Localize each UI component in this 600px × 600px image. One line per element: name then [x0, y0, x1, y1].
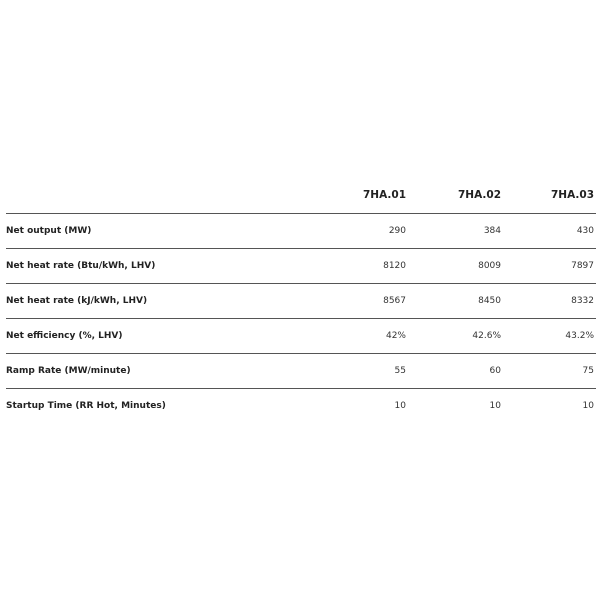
table-row: [6, 249, 596, 284]
cell-value: 8567: [316, 284, 408, 319]
cell-value: 43.2%: [503, 319, 596, 354]
row-label-ramp-rate: Ramp Rate (MW/minute): [6, 354, 316, 389]
cell-value: 42.6%: [408, 319, 503, 354]
table-row: [6, 319, 596, 354]
row-label-heat-rate-btu: Net heat rate (Btu/kWh, LHV): [6, 249, 316, 284]
cell-value: 384: [408, 214, 503, 249]
cell-value: 75: [503, 354, 596, 389]
header-blank-cell: [6, 176, 316, 214]
table-row: [6, 354, 596, 389]
cell-value: 430: [503, 214, 596, 249]
cell-value: 7897: [503, 249, 596, 284]
cell-value: 8120: [316, 249, 408, 284]
cell-value: 60: [408, 354, 503, 389]
column-header-7ha01: 7HA.01: [316, 176, 408, 214]
table-body: [6, 214, 596, 424]
table-header: [6, 176, 596, 214]
row-label-heat-rate-kj: Net heat rate (kJ/kWh, LHV): [6, 284, 316, 319]
row-label-net-efficiency: Net efficiency (%, LHV): [6, 319, 316, 354]
cell-value: 8009: [408, 249, 503, 284]
specifications-table: [6, 176, 596, 423]
cell-value: 290: [316, 214, 408, 249]
cell-value: 42%: [316, 319, 408, 354]
column-header-7ha03: 7HA.03: [503, 176, 596, 214]
cell-value: 8450: [408, 284, 503, 319]
cell-value: 10: [582, 401, 594, 411]
cell-value: 8332: [503, 284, 596, 319]
cell-value: 10: [394, 401, 406, 411]
column-header-7ha02: 7HA.02: [408, 176, 503, 214]
cell-value: 55: [316, 354, 408, 389]
table-row: [6, 284, 596, 319]
row-label-net-output: Net output (MW): [6, 214, 316, 249]
table-row: [6, 214, 596, 249]
table-row: [6, 389, 596, 424]
row-label-startup-time: Startup Time (RR Hot, Minutes): [6, 401, 166, 411]
header-row: [6, 176, 596, 214]
cell-value: 10: [489, 401, 501, 411]
